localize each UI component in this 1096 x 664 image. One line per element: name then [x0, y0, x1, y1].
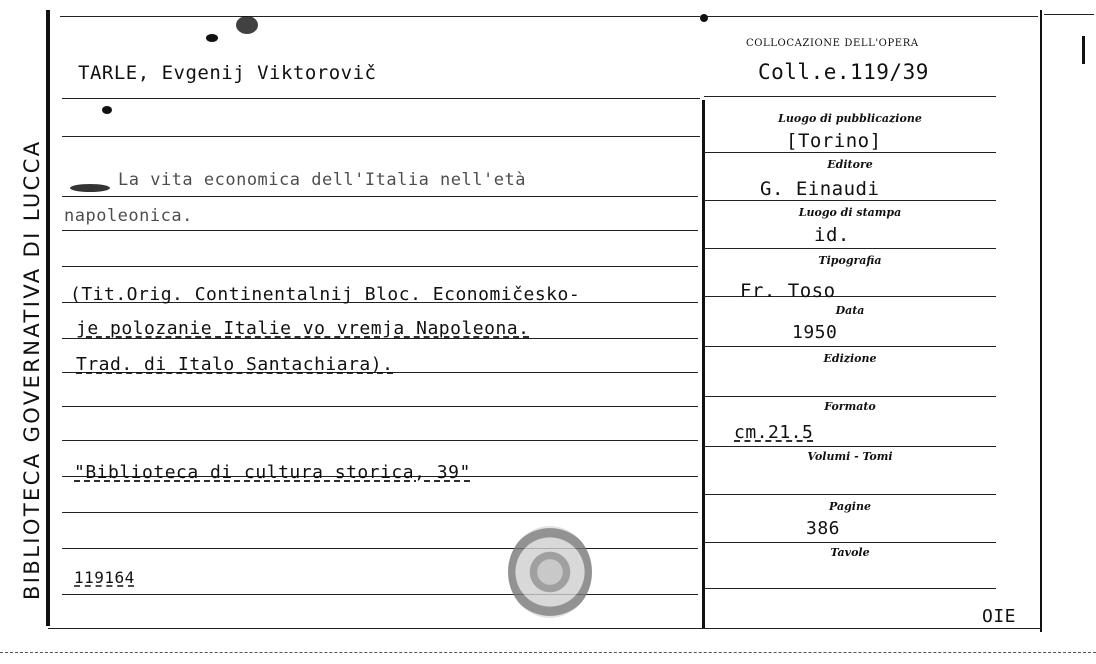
ink-dot — [206, 34, 218, 42]
original-title-line-1: (Tit.Orig. Continentalnij Bloc. Economičesko- — [70, 284, 581, 305]
label-pagine: Pagine — [829, 500, 871, 513]
scan-top-right-mark — [1044, 14, 1094, 15]
right-ruled-line — [704, 96, 996, 97]
ruled-line — [62, 406, 698, 407]
ink-dot — [102, 106, 112, 114]
series-statement: "Biblioteca di cultura storica, 39" — [74, 462, 471, 483]
ruled-line — [62, 266, 698, 267]
sidebar-rule — [46, 10, 50, 626]
ink-dot — [70, 184, 110, 192]
scan-bottom-edge — [0, 652, 1096, 653]
label-formato: Formato — [824, 400, 876, 413]
ruled-line — [62, 594, 698, 595]
card-top-rule — [60, 16, 700, 17]
ruled-line — [62, 230, 698, 231]
value-data: 1950 — [792, 322, 838, 343]
value-editore: G. Einaudi — [760, 178, 880, 200]
value-formato: cm.21.5 — [734, 422, 814, 443]
right-panel-divider — [702, 100, 705, 628]
label-edizione: Edizione — [823, 352, 877, 365]
label-luogo-stampa: Luogo di stampa — [798, 206, 902, 219]
right-ruled-line — [704, 346, 996, 347]
scan-right-mark — [1082, 36, 1085, 64]
right-ruled-line — [704, 200, 996, 201]
label-data: Data — [835, 304, 865, 317]
value-luogo-pubblicazione: [Torino] — [786, 130, 882, 152]
collocazione-label: COLLOCAZIONE DELL'OPERA — [746, 38, 919, 49]
value-pagine: 386 — [806, 518, 841, 539]
title-line-2: napoleonica. — [64, 206, 193, 226]
right-ruled-line — [704, 152, 996, 153]
label-luogo-pubblicazione: Luogo di pubblicazione — [778, 112, 922, 125]
card-right-edge — [1040, 10, 1042, 632]
label-tavole: Tavole — [830, 546, 870, 559]
ruled-line — [62, 440, 698, 441]
label-editore: Editore — [827, 158, 873, 171]
ink-dot — [700, 14, 708, 22]
right-ruled-line — [704, 248, 996, 249]
accession-number: 119164 — [74, 568, 135, 587]
value-luogo-stampa: id. — [814, 224, 850, 246]
right-ruled-line — [704, 396, 996, 397]
original-title-line-2: je polozanie Italie vo vremja Napoleona. — [76, 318, 530, 339]
label-volumi-tomi: Volumi - Tomi — [807, 450, 893, 463]
right-ruled-line — [704, 542, 996, 543]
corner-mark: OIE — [982, 606, 1017, 627]
value-tipografia: Fr. Toso — [740, 280, 836, 302]
ink-dot — [236, 16, 258, 34]
ruled-line — [62, 512, 698, 513]
label-tipografia: Tipografia — [818, 254, 882, 267]
title-line-1: La vita economica dell'Italia nell'età — [118, 170, 526, 190]
original-title-line-3: Trad. di Italo Santachiara). — [76, 354, 394, 375]
collocazione-value: Coll.e.119/39 — [758, 60, 929, 84]
card-bottom-rule — [48, 628, 1042, 629]
author: TARLE, Evgenij Viktorovič — [78, 62, 377, 84]
right-ruled-line — [704, 446, 996, 447]
library-name: BIBLIOTECA GOVERNATIVA DI LUCCA — [20, 139, 44, 600]
ruled-line — [62, 98, 700, 99]
right-ruled-line — [704, 588, 996, 589]
ruled-line — [62, 196, 698, 197]
ruled-line — [62, 136, 700, 137]
right-ruled-line — [704, 494, 996, 495]
library-stamp — [508, 526, 592, 618]
ruled-line — [62, 548, 698, 549]
card-top-rule-right — [702, 16, 1038, 17]
